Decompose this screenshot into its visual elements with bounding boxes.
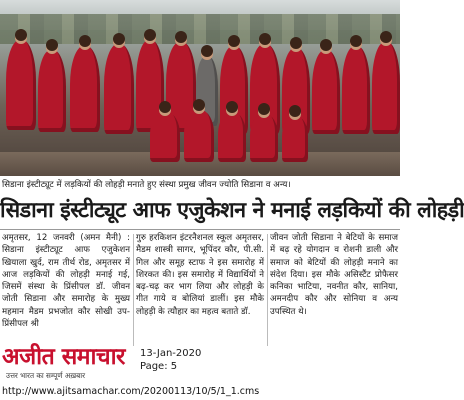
article-headline: सिडाना इंस्टीट्यूट आफ एजुकेशन ने मनाई लड़कियों की लोहड़ी [0,198,464,223]
source-url[interactable]: http://www.ajitsamachar.com/20200113/10/5/1_1.cms [2,386,260,397]
student-figure [372,42,400,134]
photo-trees [0,14,400,44]
student-figure [312,50,340,134]
student-figure [6,40,36,130]
logo-tagline: उत्तर भारत का सम्पूर्ण अख़बार [6,371,86,380]
edition-date: 13-Jan-2020 [140,348,202,359]
newspaper-logo [2,343,132,383]
article-body [0,232,400,350]
article-column-2: गुरु हरकिशन इंटरनैशनल स्कूल अमृतसर, मैडम शास्त्री सागर, भूपिंदर कौर, पी.सी. गिल और समूह स्टाफ ने इस समारोह में शिरकत की। इस समारोह में विद्यार्थियों ने बढ़-चढ़ कर भाग लिया और लोहड़ी के गीत गाये व बोलियां डालीं। इस मौके लोहड़ी के त्यौहार का महत्व बताते डॉ. [136,233,264,317]
student-figure [150,112,180,162]
student-figure [342,46,370,134]
student-figure [282,116,308,162]
student-figure [218,112,246,162]
column-divider [133,234,134,346]
student-figure [250,114,278,162]
photo-caption: सिडाना इंस्टीट्यूट में लड़कियों की लोहड़ी मनाते हुए संस्था प्रमुख जीवन ज्योति सिडाना व अन्य। [2,180,291,190]
student-figure [104,44,134,134]
headline-divider [0,229,400,230]
edition-info [140,347,260,373]
column-divider [267,234,268,346]
logo-name: अजीत समाचार [2,343,125,370]
news-photo [0,0,400,176]
article-column-1: अमृतसर, 12 जनवरी (अमन मैनी) : सिडाना इंस्टीट्यूट आफ एजुकेशन खियाला खुर्द, राम तीर्थ रोड, अमृतसर में आज लड़कियों की लोहड़ी मनाई गई, जिसमें संस्था के प्रिंसीपल डॉ. जीवन जोती सिडाना और समारोह के मुख्य महमान मैडम प्रभजोत कौर सोखी उप-प्रिंसीपल श्री [2,233,130,330]
student-figure [38,50,66,132]
article-column-3: जीवन जोती सिडाना ने बेटियों के समाज में बढ़ रहे योगदान व रोशनी डाली और समाज को बेटियों की लोहड़ी मनाने का संदेश दिया। इस मौके असिस्टैंट प्रोफैसर कनिका भाटिया, नवनीत कौर, सानिया, अमनदीप कौर और सोनिया व अन्य उपस्थित थे। [270,233,398,317]
student-figure [184,110,214,162]
student-figure [70,46,100,132]
edition-page: Page: 5 [140,361,178,372]
